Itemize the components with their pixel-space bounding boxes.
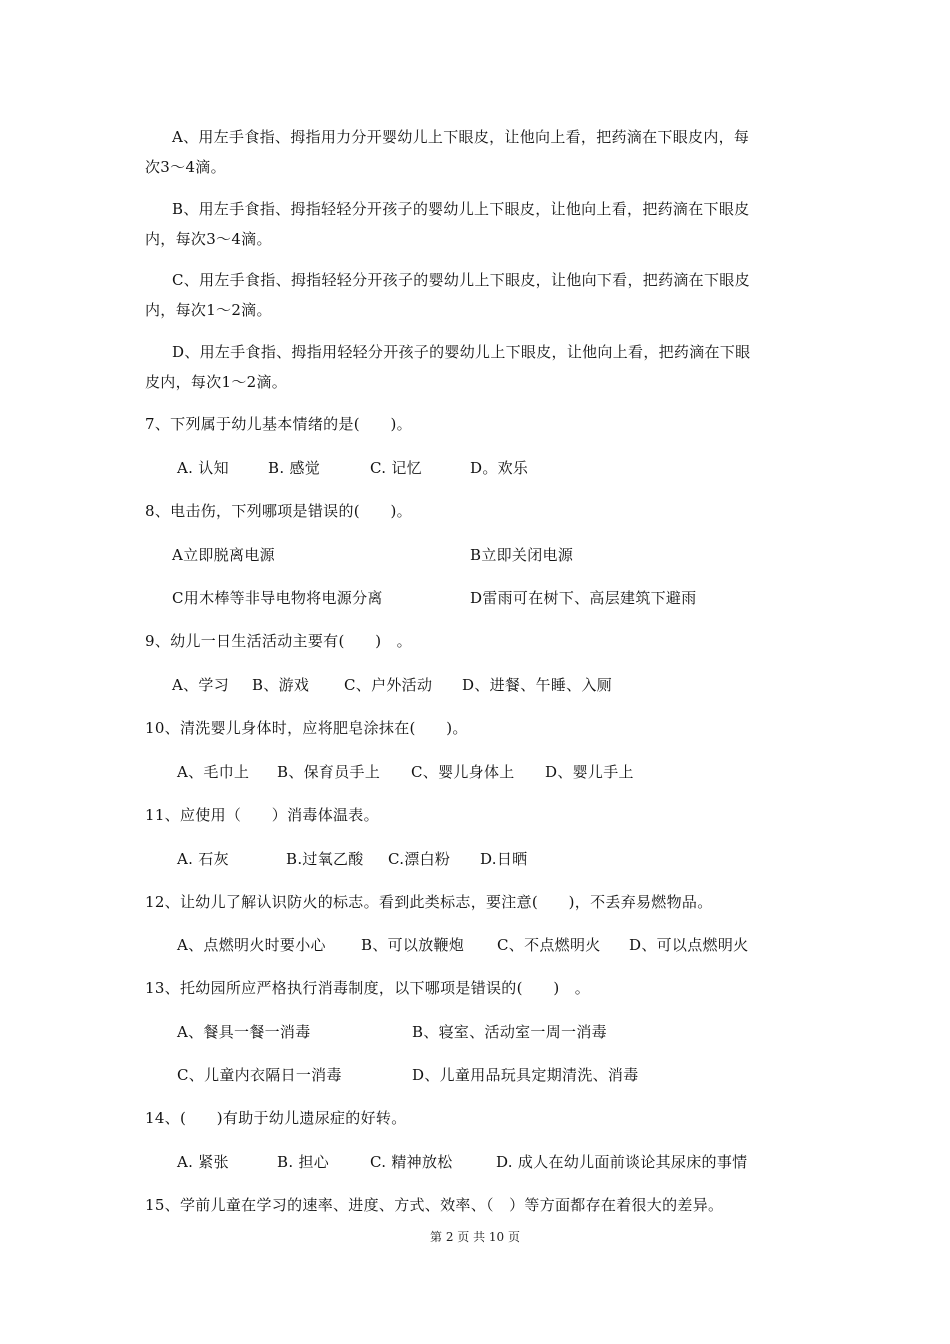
q7-option-d: D。欢乐: [470, 459, 529, 477]
q8-option-a: A立即脱离电源: [172, 546, 275, 564]
q6-option-d-line2: 皮内，每次1～2滴。: [145, 373, 288, 391]
q14-option-c: C. 精神放松: [370, 1153, 453, 1171]
q12-option-a: A、点燃明火时要小心: [177, 936, 326, 954]
q8-option-d: D雷雨可在树下、高层建筑下避雨: [470, 589, 697, 607]
q6-option-c-line1: C、用左手食指、拇指轻轻分开孩子的婴幼儿上下眼皮，让他向下看，把药滴在下眼皮: [172, 271, 750, 289]
q10-option-a: A、毛巾上: [177, 763, 250, 781]
q14-option-a: A. 紧张: [177, 1153, 229, 1171]
q7-option-b: B. 感觉: [268, 459, 321, 477]
page-number-footer: 第 2 页 共 10 页: [430, 1230, 520, 1244]
q9-option-c: C、户外活动: [344, 676, 433, 694]
q11-option-a: A. 石灰: [177, 850, 229, 868]
q6-option-b-line2: 内，每次3～4滴。: [145, 230, 272, 248]
q10-option-c: C、婴儿身体上: [411, 763, 515, 781]
q9-question: 9、幼儿一日生活活动主要有( ) 。: [145, 632, 412, 650]
q8-option-b: B立即关闭电源: [470, 546, 574, 564]
q11-option-d: D.日晒: [480, 850, 528, 868]
q14-option-d: D. 成人在幼儿面前谈论其尿床的事情: [496, 1153, 748, 1171]
q15-question: 15、学前儿童在学习的速率、进度、方式、效率、（ ）等方面都存在着很大的差异。: [145, 1196, 724, 1214]
q6-option-b-line1: B、用左手食指、拇指轻轻分开孩子的婴幼儿上下眼皮，让他向上看，把药滴在下眼皮: [172, 200, 750, 218]
q9-option-a: A、学习: [172, 676, 230, 694]
q6-option-c-line2: 内，每次1～2滴。: [145, 301, 272, 319]
q11-question: 11、应使用（ ）消毒体温表。: [145, 806, 379, 824]
q11-option-c: C.漂白粉: [388, 850, 451, 868]
q7-option-c: C. 记忆: [370, 459, 422, 477]
q8-option-c: C用木棒等非导电物将电源分离: [172, 589, 383, 607]
q6-option-a-line1: A、用左手食指、拇指用力分开婴幼儿上下眼皮，让他向上看，把药滴在下眼皮内，每: [172, 128, 750, 146]
q9-option-b: B、游戏: [252, 676, 310, 694]
q12-option-c: C、不点燃明火: [497, 936, 601, 954]
q9-option-d: D、进餐、午睡、入厕: [462, 676, 613, 694]
q11-option-b: B.过氧乙酸: [286, 850, 364, 868]
q13-question: 13、托幼园所应严格执行消毒制度，以下哪项是错误的( ) 。: [145, 979, 591, 997]
q7-question: 7、下列属于幼儿基本情绪的是( )。: [145, 415, 412, 433]
q6-option-a-line2: 次3～4滴。: [145, 158, 226, 176]
q10-option-d: D、婴儿手上: [545, 763, 634, 781]
q14-question: 14、( )有助于幼儿遗尿症的好转。: [145, 1109, 407, 1127]
q13-option-b: B、寝室、活动室一周一消毒: [412, 1023, 607, 1041]
q14-option-b: B. 担心: [277, 1153, 330, 1171]
q6-option-d-line1: D、用左手食指、拇指用轻轻分开孩子的婴幼儿上下眼皮，让他向上看，把药滴在下眼: [172, 343, 751, 361]
q13-option-c: C、儿童内衣隔日一消毒: [177, 1066, 342, 1084]
q7-option-a: A. 认知: [177, 459, 229, 477]
q12-question: 12、让幼儿了解认识防火的标志。看到此类标志，要注意( )，不丢弃易燃物品。: [145, 893, 713, 911]
q10-option-b: B、保育员手上: [277, 763, 381, 781]
q8-question: 8、电击伤，下列哪项是错误的( )。: [145, 502, 412, 520]
q10-question: 10、清洗婴儿身体时，应将肥皂涂抹在( )。: [145, 719, 468, 737]
q12-option-d: D、可以点燃明火: [629, 936, 749, 954]
q13-option-a: A、餐具一餐一消毒: [177, 1023, 311, 1041]
q13-option-d: D、儿童用品玩具定期清洗、消毒: [412, 1066, 639, 1084]
q12-option-b: B、可以放鞭炮: [361, 936, 465, 954]
